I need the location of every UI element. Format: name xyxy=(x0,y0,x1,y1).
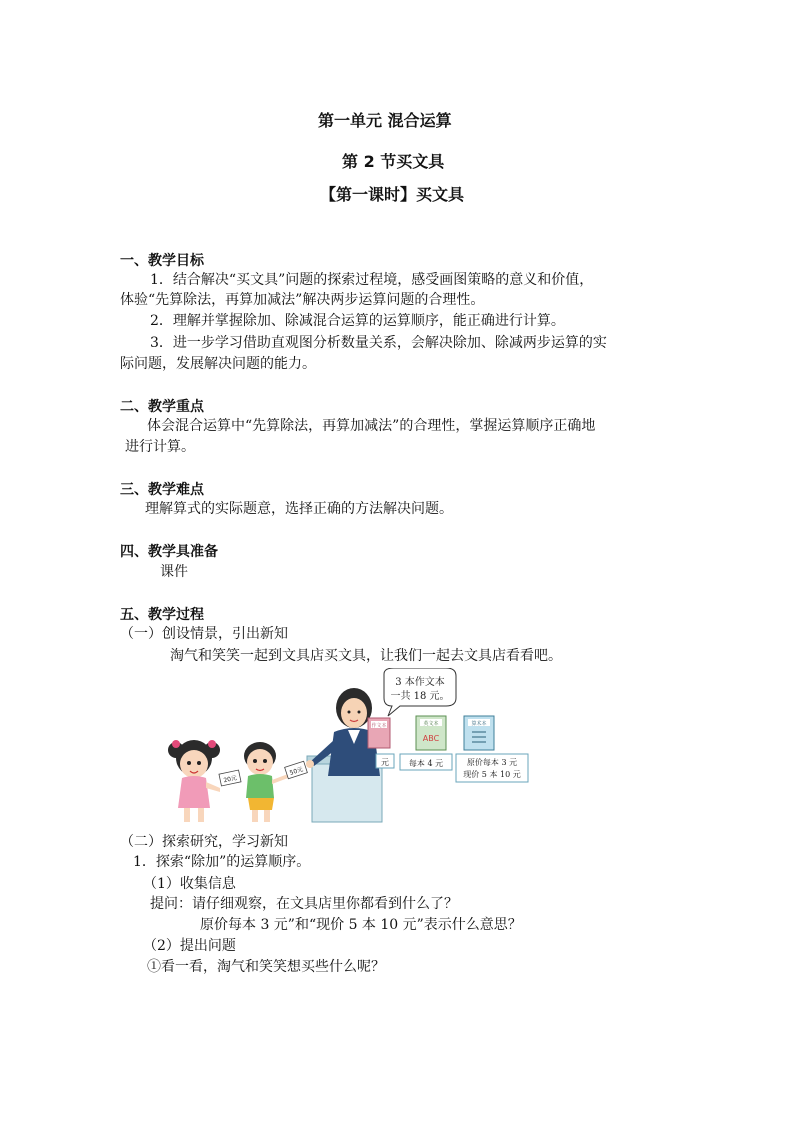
ask-question: （2）提出问题 xyxy=(143,938,236,954)
heading-teaching-goals: 一、教学目标 xyxy=(120,253,204,269)
svg-text:20元: 20元 xyxy=(222,774,238,785)
heading-process: 五、教学过程 xyxy=(120,607,204,623)
section-title: 第 2 节买文具 xyxy=(342,152,445,171)
book-1-label: 作文本 xyxy=(371,723,387,729)
materials-text: 课件 xyxy=(160,564,188,580)
price-tag-1 xyxy=(376,754,394,768)
goal-3-line-1: 3．进一步学习借助直观图分析数量关系，会解决除加、除减两步运算的实 xyxy=(150,335,607,351)
speech-bubble xyxy=(384,668,456,716)
svg-text:元: 元 xyxy=(381,758,389,767)
heading-materials: 四、教学具准备 xyxy=(120,544,218,560)
item-1: 1．探索“除加”的运算顺序。 xyxy=(133,854,311,870)
scenario-text: 淘气和笑笑一起到文具店买文具，让我们一起去文具店看看吧。 xyxy=(170,648,562,664)
svg-text:50元: 50元 xyxy=(288,765,305,777)
difficulty-text: 理解算式的实际题意，选择正确的方法解决问题。 xyxy=(145,501,453,517)
question-1: 提问：请仔细观察，在文具店里你都看到什么了？ xyxy=(150,896,458,912)
english-book xyxy=(416,716,446,750)
stationery-shop-illustration xyxy=(162,668,534,824)
price-tag-3 xyxy=(456,754,528,782)
svg-text:原价每本 3 元: 原价每本 3 元 xyxy=(466,758,518,767)
book-3-label: 算术本 xyxy=(471,721,487,727)
arithmetic-book xyxy=(464,716,494,750)
price-tag-2 xyxy=(400,754,452,770)
goal-1-line-2: 体验“先算除法，再算加减法”解决两步运算问题的合理性。 xyxy=(120,292,485,308)
goal-1-line-1: 1．结合解决“买文具”问题的探索过程境，感受画图策略的意义和价值， xyxy=(150,272,594,288)
look-question: ①看一看，淘气和笑笑想买些什么呢？ xyxy=(147,959,385,975)
girl-figure xyxy=(168,740,220,822)
svg-text:每本 4 元: 每本 4 元 xyxy=(408,759,444,768)
money-note-1 xyxy=(219,770,241,786)
unit-title: 第一单元 混合运算 xyxy=(318,111,452,130)
question-2: 原价每本 3 元”和“现价 5 本 10 元”表示什么意思？ xyxy=(200,917,522,933)
heading-difficulties: 三、教学难点 xyxy=(120,482,204,498)
key-point-line-2: 进行计算。 xyxy=(125,439,195,455)
goal-2: 2．理解并掌握除加、除减混合运算的运算顺序，能正确进行计算。 xyxy=(150,313,565,329)
boy-figure xyxy=(244,742,288,822)
collect-info: （1）收集信息 xyxy=(143,876,236,892)
bubble-line-2: 一共 18 元。 xyxy=(390,691,450,702)
heading-key-points: 二、教学重点 xyxy=(120,399,204,415)
book-2-cover: ABC xyxy=(422,734,440,743)
composition-book xyxy=(368,718,390,748)
money-note-2 xyxy=(285,761,308,779)
book-2-label: 英文本 xyxy=(423,721,439,727)
goal-3-line-2: 际问题，发展解决问题的能力。 xyxy=(120,356,316,372)
svg-text:现价 5 本 10 元: 现价 5 本 10 元 xyxy=(463,770,521,779)
lesson-title: 【第一课时】买文具 xyxy=(320,185,465,204)
bubble-line-1: 3 本作文本 xyxy=(395,677,445,688)
subheading-scenario: （一）创设情景，引出新知 xyxy=(120,626,288,642)
key-point-line-1: 体会混合运算中“先算除法，再算加减法”的合理性，掌握运算顺序正确地 xyxy=(147,418,596,434)
subheading-explore: （二）探索研究，学习新知 xyxy=(120,834,288,850)
